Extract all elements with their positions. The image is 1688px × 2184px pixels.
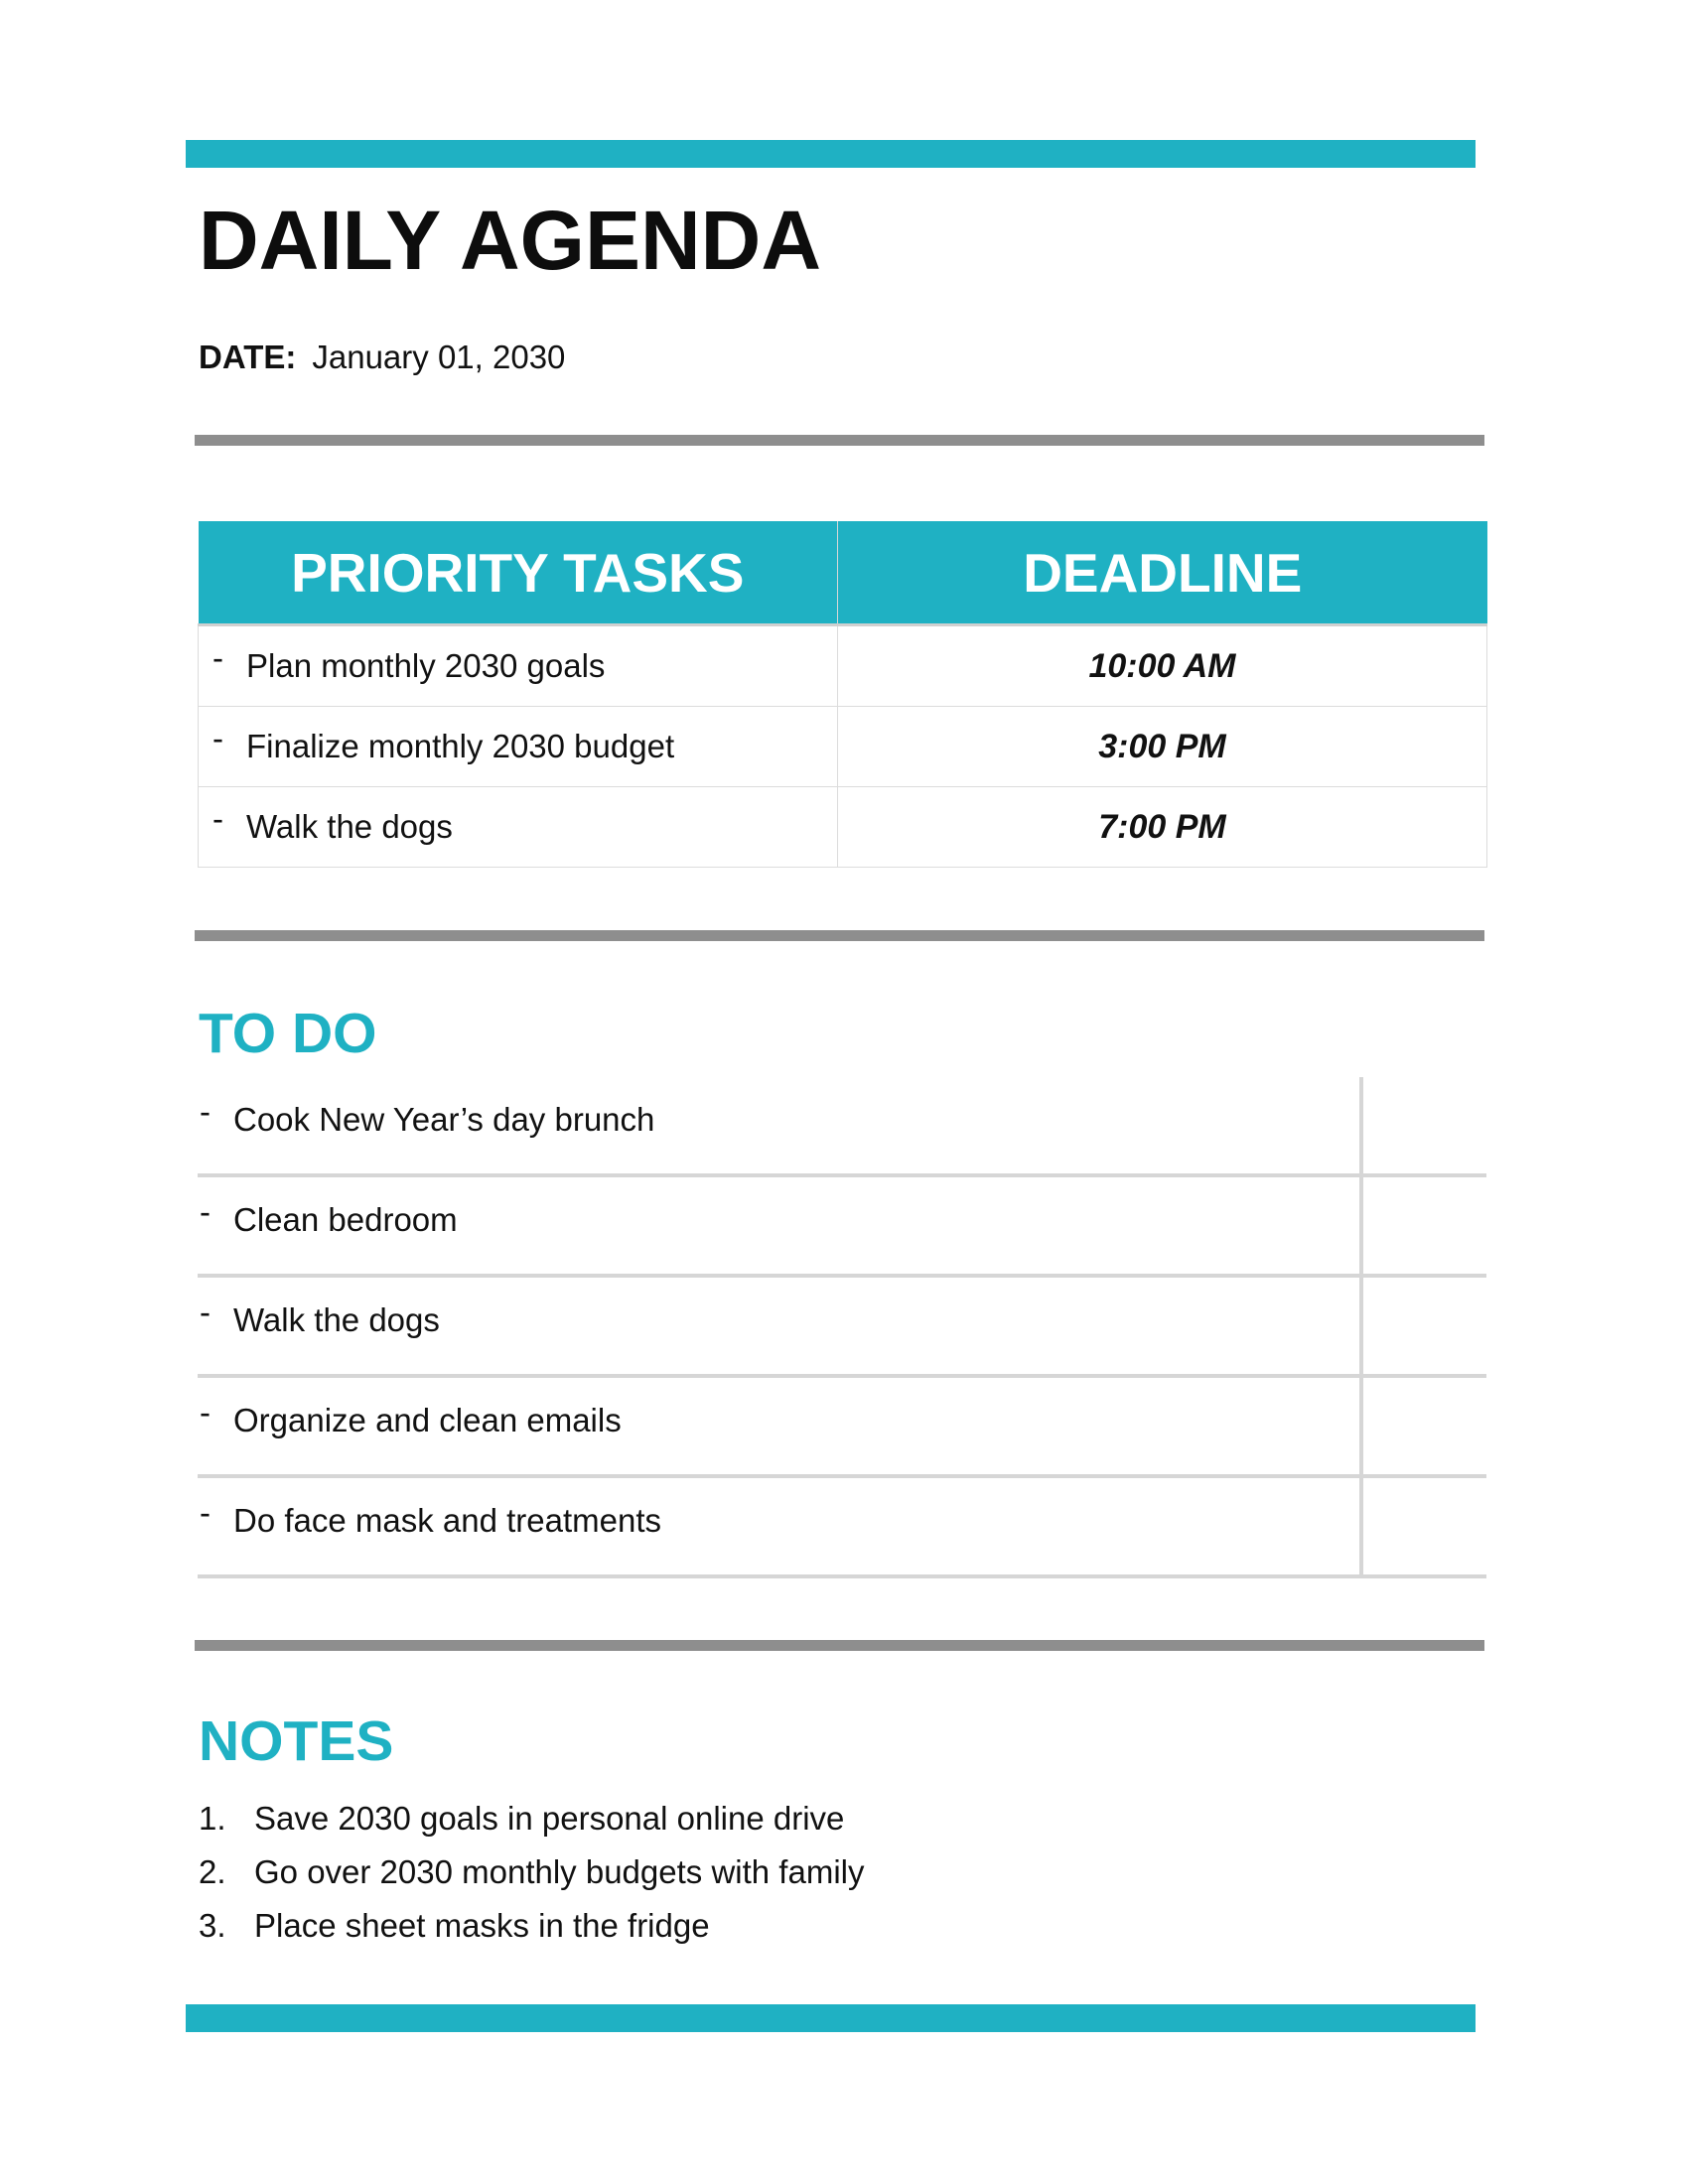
bullet-dash: - [212,720,223,756]
deadline-header: DEADLINE [838,521,1487,625]
bullet-dash: - [200,1193,211,1230]
deadline-cell: 3:00 PM [838,707,1487,787]
bullet-dash: - [212,639,223,676]
todo-check-cell[interactable] [1359,1378,1486,1474]
bullet-dash: - [200,1394,211,1431]
date-line [199,341,565,373]
todo-list [198,1077,1486,1578]
deadline-cell: 10:00 AM [838,625,1487,707]
deadline-cell: 7:00 PM [838,787,1487,868]
todo-check-cell[interactable] [1359,1177,1486,1274]
list-item [199,1802,864,1855]
todo-item-text: Organize and clean emails [233,1402,622,1438]
todo-check-cell[interactable] [1359,1077,1486,1173]
priority-tasks-table [198,521,1487,868]
divider-3 [195,1640,1484,1651]
divider-1 [195,435,1484,446]
bullet-dash: - [200,1294,211,1330]
divider-2 [195,930,1484,941]
list-item [198,1378,1486,1478]
note-number: 3. [199,1907,226,1944]
table-row [199,787,1487,868]
task-cell [199,707,838,787]
priority-tasks-header: PRIORITY TASKS [199,521,838,625]
todo-title: TO DO [199,1002,377,1065]
task-text: Plan monthly 2030 goals [246,647,606,684]
notes-list [199,1802,864,1963]
list-item [198,1278,1486,1378]
date-label: DATE: [199,339,297,375]
task-cell [199,625,838,707]
todo-item-text: Do face mask and treatments [233,1502,662,1539]
todo-item-text: Walk the dogs [233,1301,440,1338]
todo-check-cell[interactable] [1359,1278,1486,1374]
note-text: Place sheet masks in the fridge [254,1907,710,1944]
note-number: 2. [199,1853,226,1890]
list-item [198,1077,1486,1177]
bottom-accent-bar [186,2004,1476,2032]
list-item [198,1478,1486,1578]
note-text: Go over 2030 monthly budgets with family [254,1853,865,1890]
todo-item-text: Clean bedroom [233,1201,458,1238]
table-row [199,707,1487,787]
todo-item-text: Cook New Year’s day brunch [233,1101,655,1138]
list-item [198,1177,1486,1278]
task-cell [199,787,838,868]
list-item [199,1909,864,1963]
todo-check-cell[interactable] [1359,1478,1486,1574]
task-text: Walk the dogs [246,808,453,845]
notes-title: NOTES [199,1709,394,1773]
bullet-dash: - [200,1494,211,1531]
top-accent-bar [186,140,1476,168]
note-text: Save 2030 goals in personal online drive [254,1800,845,1837]
list-item [199,1855,864,1909]
page-title: DAILY AGENDA [199,194,822,287]
bullet-dash: - [212,800,223,837]
date-value: January 01, 2030 [312,339,566,375]
bullet-dash: - [200,1093,211,1130]
table-row [199,625,1487,707]
task-text: Finalize monthly 2030 budget [246,728,675,764]
note-number: 1. [199,1800,226,1837]
